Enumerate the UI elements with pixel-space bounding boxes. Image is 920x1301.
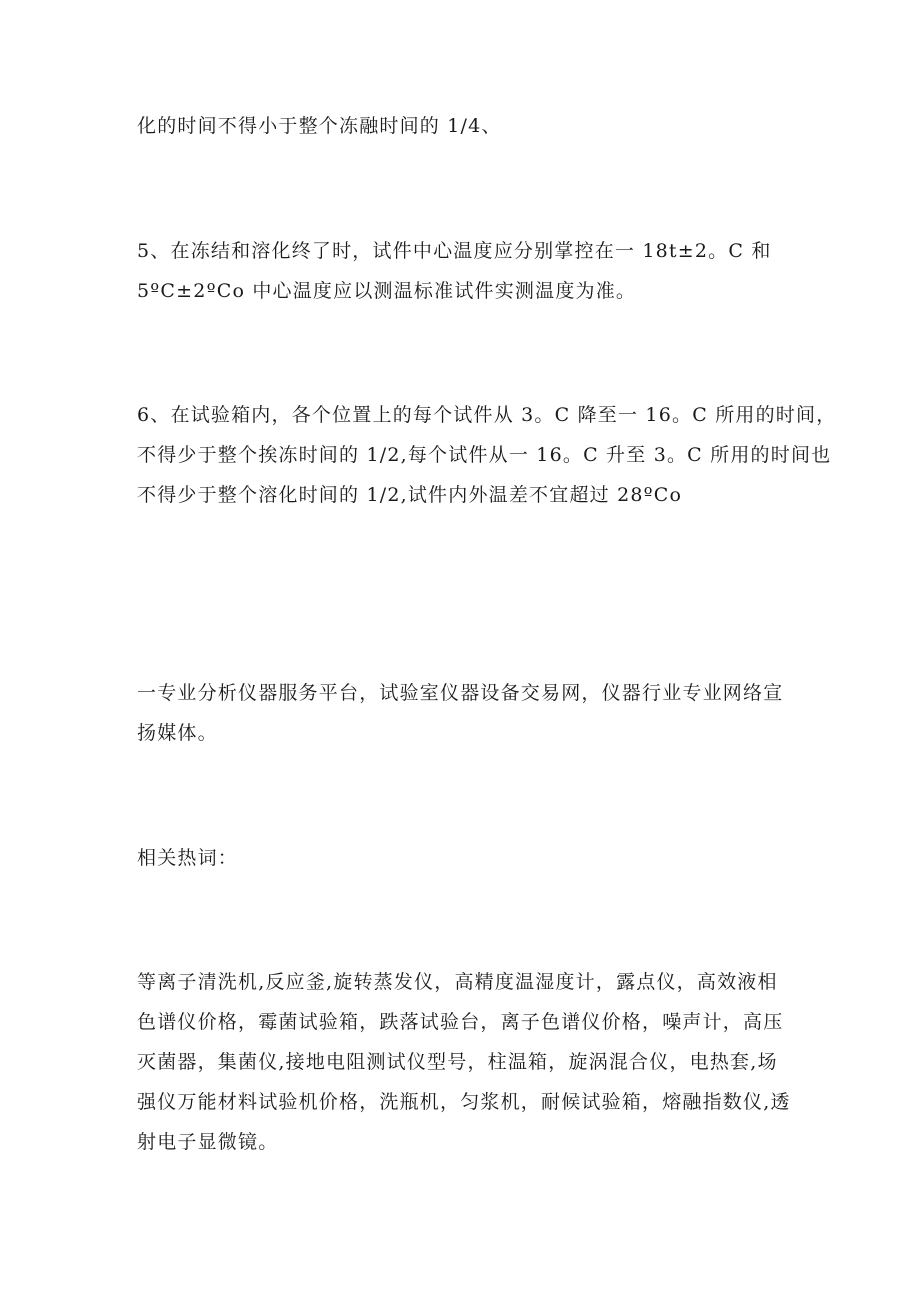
text-line: 灭菌器，集菌仪,接地电阻测试仪型号，柱温箱，旋涡混合仪，电热套,场 [137, 1051, 778, 1073]
text-line: 相关热词： [137, 847, 239, 869]
text-line: 5、在冻结和溶化终了时，试件中心温度应分别掌控在一 18t±2。C 和 [137, 240, 772, 262]
text-line: 射电子显微镜。 [137, 1131, 279, 1153]
text-line: 不得少于整个溶化时间的 1/2,试件内外温差不宜超过 28ºCo [137, 484, 683, 506]
text-line: 等离子清洗机,反应釜,旋转蒸发仪，高精度温湿度计，露点仪，高效液相 [137, 971, 778, 993]
text-line: 一专业分析仪器服务平台，试验室仪器设备交易网，仪器行业专业网络宣 [137, 682, 784, 704]
paragraph-rule-5 [137, 231, 787, 311]
text-line: 强仪万能材料试验机价格，洗瓶机，匀浆机，耐候试验箱，熔融指数仪,透 [137, 1091, 791, 1113]
paragraph-platform-intro [137, 673, 787, 753]
text-line: 6、在试验箱内，各个位置上的每个试件从 3。C 降至一 16。C 所用的时间， [137, 404, 837, 426]
text-line: 5ºC±2ºCo 中心温度应以测温标准试件实测温度为准。 [137, 280, 637, 302]
text-line: 扬媒体。 [137, 722, 218, 744]
paragraph-rule-6 [137, 395, 837, 515]
text-line: 化的时间不得小于整个冻融时间的 1/4、 [137, 115, 502, 137]
paragraph-hot-terms [137, 962, 791, 1162]
paragraph-freeze-thaw-time [137, 106, 787, 146]
text-line: 色谱仪价格，霉菌试验箱，跌落试验台，离子色谱仪价格，噪声计，高压 [137, 1011, 784, 1033]
text-line: 不得少于整个挨冻时间的 1/2,每个试件从一 16。C 升至 3。C 所用的时间也 [137, 444, 832, 466]
hot-terms-heading [137, 838, 787, 878]
